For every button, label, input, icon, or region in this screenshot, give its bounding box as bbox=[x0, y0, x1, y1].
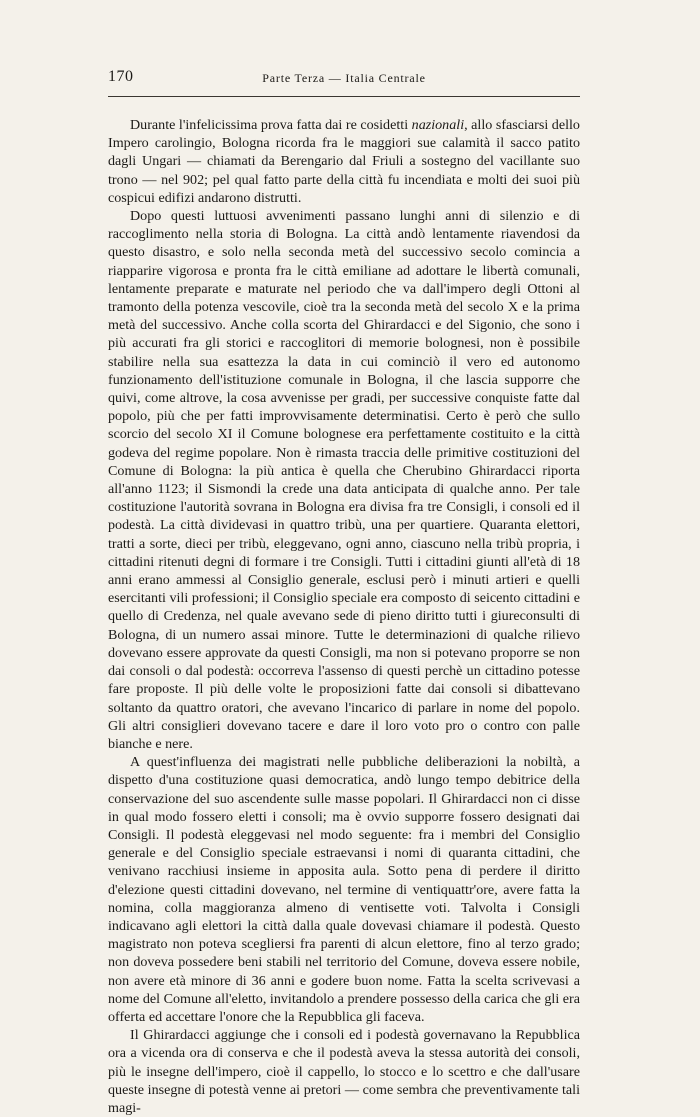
paragraph-2: Dopo questi luttuosi avvenimenti passano lunghi anni di silenzio e di raccoglimento nella storia di Bologna. La città andò lentamente riavendosi da questo disastro, e solo nella seconda metà del successivo secolo comincia a riapparire vigorosa e pronta fra le città emiliane ad adottare le libertà comunali, lentamente preparate e maturate nel periodo che va dall'impero degli Ottoni al tramonto della potenza vescovile, cioè tra la seconda metà del secolo X e la prima metà del successivo. Anche colla scorta del Ghirardacci e del Sigonio, che sono i più accurati fra gli storici e raccoglitori di memorie bolognesi, non è possibile stabilire nella sua esattezza la data in cui cominciò il vero ed autonomo funzionamento dell'istituzione comunale in Bologna, il che lascia supporre che quivi, come altrove, la cosa avvenisse per gradi, per successive conquiste fatte dal popolo, più che per fatti improvvisamente determinatisi. Certo è però che sullo scorcio del secolo XI il Comune bolognese era perfettamente costituito e la città godeva del regime popolare. Non è rimasta traccia delle primitive costituzioni del Comune di Bologna: la più antica è quella che Cherubino Ghirardacci riporta all'anno 1123; il Sismondi la crede una data anticipata di qualche anno. Per tale costituzione l'autorità sovrana in Bologna era divisa fra tre Consigli, i consoli ed il podestà. La città dividevasi in quattro tribù, una per quartiere. Quaranta elettori, tratti a sorte, dieci per tribù, eleggevano, ogni anno, ciascuno nella tribù propria, i cittadini ritenuti degni di formare i tre Consigli. Tutti i cittadini giunti all'età di 18 anni erano ammessi al Consiglio generale, esclusi però i minuti artieri e quelli esercitanti vili professioni; il Consiglio speciale era composto di seicento cittadini e quello di Credenza, nel quale avevano sede di pieno diritto tutti i giureconsulti di Bologna, di un numero assai minore. Tutte le determinazioni di qualche rilievo dovevano essere approvate da questi Consigli, ma non si potevano proporre se non dai consoli o dal podestà: occorreva l'assenso di questi perchè un cittadino potesse fare proposte. Il più delle volte le proposizioni fatte dai consoli si dibattevano soltanto da quattro oratori, che avevano l'incarico di parlare in nome del popolo. Gli altri consiglieri dovevano tacere e dare il loro voto pro o contro con palle bianche e nere. bbox=[108, 208, 580, 752]
paragraph-4: Il Ghirardacci aggiunge che i consoli ed i podestà governavano la Repubblica ora a vicenda ora di conserva e che il podestà aveva la stessa autorità dei consoli, più le insegne dell'impero, cioè il cappello, lo stocco e lo scettro e che dall'usare queste insegne di potestà venne ai pretori — come sembra che preventivamente tali magi- bbox=[108, 1027, 580, 1116]
paragraph-1-lead: Durante l'infelicissima prova fatta dai re cosidetti bbox=[130, 117, 412, 133]
italic-term: nazionali bbox=[411, 117, 465, 133]
body-text bbox=[108, 116, 580, 1117]
header-rule bbox=[108, 96, 580, 97]
running-title: Parte Terza — Italia Centrale bbox=[262, 71, 426, 85]
paragraph-3: A quest'influenza dei magistrati nelle pubbliche deliberazioni la nobiltà, a dispetto d'una costituzione quasi democratica, andò lungo tempo debitrice della conservazione del suo ascendente sulle masse popolari. Il Ghirardacci non ci disse in qual modo fossero eletti i consoli; ma è ovvio supporre fossero designati dai Consigli. Il podestà eleggevasi nel modo seguente: fra i membri del Consiglio generale e del Consiglio speciale estraevansi i nomi di quaranta cittadini, che venivano racchiusi insieme in apposita aula. Sotto pena di perdere il diritto d'elezione questi cittadini dovevano, nel termine di ventiquattr'ore, avere fatta la nomina, colla maggioranza almeno di ventisette voti. Talvolta i Consigli indicavano agli elettori la città dalla quale dovevasi chiamare il podestà. Questo magistrato non poteva scegliersi fra parenti di alcun elettore, fino al terzo grado; non doveva possedere beni stabili nel territorio del Comune, doveva essere nobile, non avere età minore di 36 anni e godere buon nome. Fatta la scelta scrivevasi a nome del Comune all'eletto, invitandolo a prendere possesso della carica che gli era offerta ed accettare l'onore che la Repubblica gli faceva. bbox=[108, 754, 580, 1025]
page-header bbox=[108, 68, 580, 92]
paragraph-1-rest: , allo sfasciarsi dello Impero carolingio, Bologna ricorda fra le maggiori sue calamità il sacco patito dagli Ungari — chiamati da Berengario dal Friuli a sostegno del vacillante suo trono — nel 902; pel qual fatto parte della città fu incendiata e molti dei suoi più cospicui edifizi andarono distrutti. bbox=[108, 117, 580, 206]
page-number: 170 bbox=[108, 68, 134, 85]
paragraph-1 bbox=[108, 116, 580, 207]
